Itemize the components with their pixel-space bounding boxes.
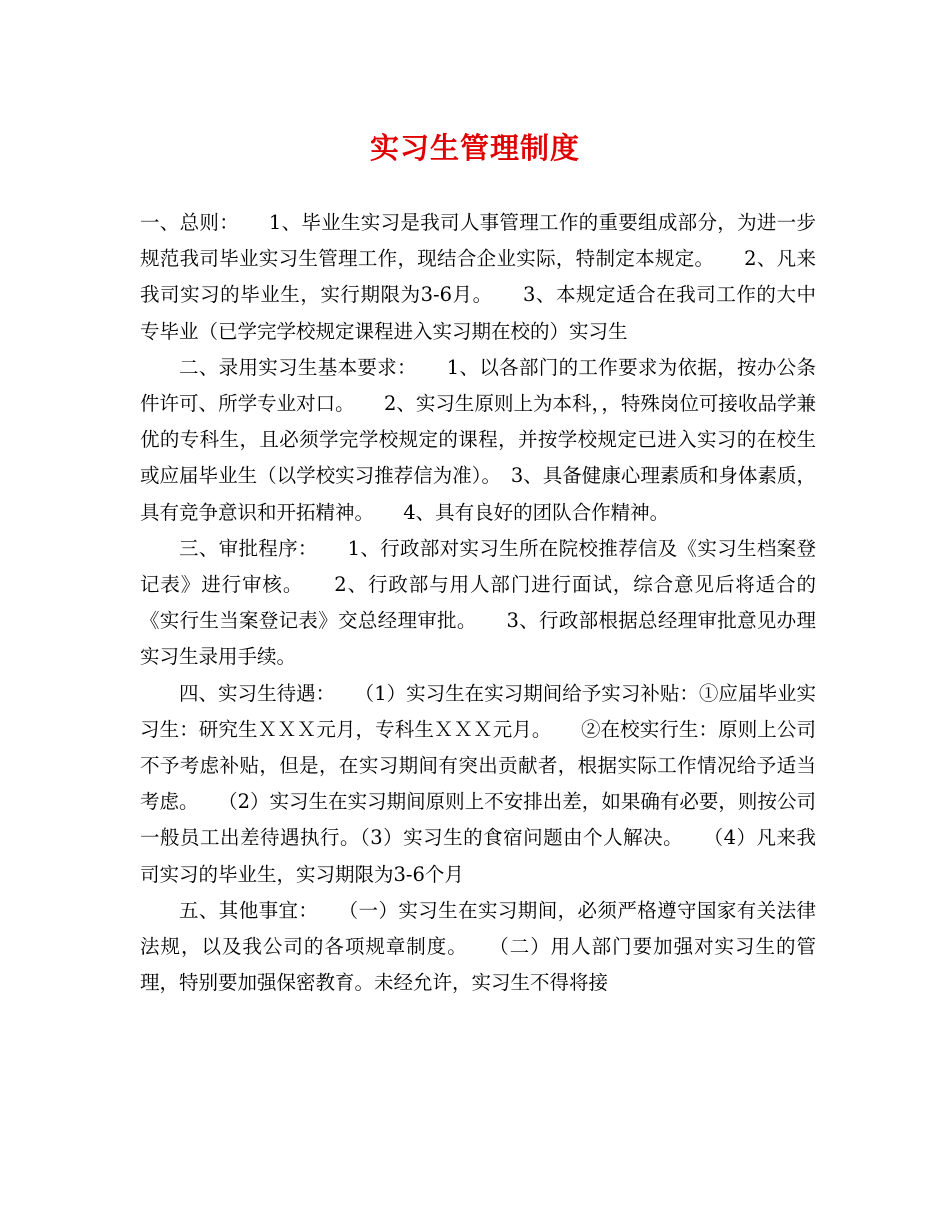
document-title: 实习生管理制度: [369, 131, 580, 165]
section-requirements: 二、录用实习生基本要求： 1、以各部门的工作要求为依据，按办公条件许可、所学专业对口。 2、实习生原则上为本科，，特殊岗位可接收品学兼优的专科生，且必须学完学校规定的课程，并按学校规定已进入实习的在校生或应届毕业生（以学校实习推荐信为准）。 3、具备健康心理素质和身体素质，具有竞争意识和开拓精神。 4、具有良好的团队合作精神。: [140, 355, 816, 524]
section-intern-benefits: 四、实习生待遇： （1）实习生在实习期间给予实习补贴：①应届毕业实习生：研究生ＸＸＸ元月，专科生ＸＸＸ元月。 ②在校实行生：原则上公司不予考虑补贴，但是，在实习期间有突出贡献者，根据实际工作情况给予适当考虑。 （2）实习生在实习期间原则上不安排出差，如果确有必要，则按公司一般员工出差待遇执行。（3）实习生的食宿问题由个人解决。 （4）凡来我司实习的毕业生，实习期限为3-6个月: [140, 681, 816, 886]
document-body: [140, 205, 816, 1001]
section-other-matters: 五、其他事宜： （一）实习生在实习期间，必须严格遵守国家有关法律法规，以及我公司的各项规章制度。 （二）用人部门要加强对实习生的管理，特别要加强保密教育。未经允许，实习生不得将接: [140, 898, 816, 995]
section-general: 一、总则： 1、毕业生实习是我司人事管理工作的重要组成部分，为进一步规范我司毕业实习生管理工作，现结合企业实际，特制定本规定。 2、凡来我司实习的毕业生，实行期限为3-6月。 3、本规定适合在我司工作的大中专毕业（已学完学校规定课程进入实习期在校的）实习生: [140, 211, 816, 343]
section-approval-procedure: 三、审批程序： 1、行政部对实习生所在院校推荐信及《实习生档案登记表》进行审核。 2、行政部与用人部门进行面试，综合意见后将适合的《实行生当案登记表》交总经理审批。 3、行政部根据总经理审批意见办理实习生录用手续。: [140, 536, 816, 669]
